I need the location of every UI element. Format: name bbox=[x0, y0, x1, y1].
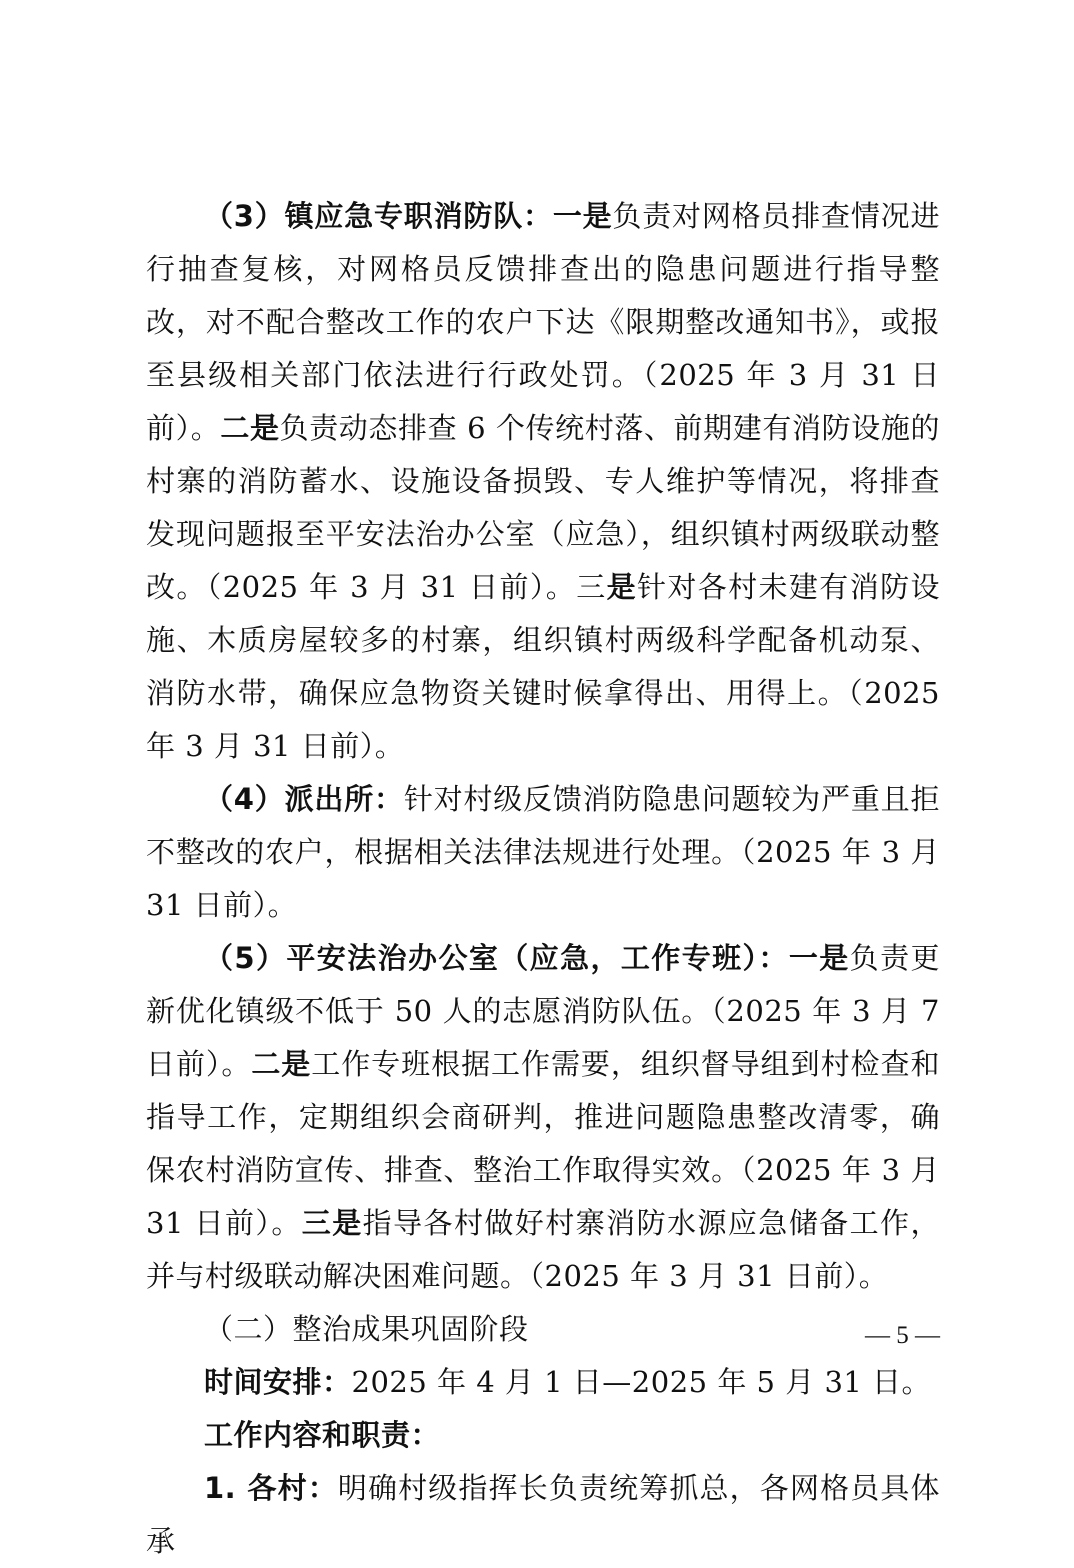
bold-text: （3）镇应急专职消防队： bbox=[204, 199, 553, 233]
body-text: 负责对网格员排查情况进行抽查复核，对网格员反馈排查出的隐患问题进行指导整改，对不配合整改工作的农户下达《限期整改通知书》，或报至县级相关部门依法进行行政处罚。（2025 年 3 月 31 日前）。 bbox=[146, 199, 940, 445]
bold-text: 一是 bbox=[552, 199, 613, 233]
document-body bbox=[146, 190, 940, 1568]
bold-text: 1. 各村： bbox=[204, 1471, 338, 1505]
paragraph bbox=[146, 932, 940, 1303]
paragraph bbox=[146, 1356, 940, 1409]
bold-text: （4）派出所： bbox=[204, 782, 404, 816]
bold-text: 二是 bbox=[251, 1047, 312, 1081]
body-text: 2025 年 4 月 1 日—2025 年 5 月 31 日。 bbox=[351, 1365, 932, 1399]
paragraph bbox=[146, 1462, 940, 1568]
body-text: 针对各村未建有消防设施、木质房屋较多的村寨，组织镇村两级科学配备机动泵、消防水带，确保应急物资关键时候拿得出、用得上。（2025 年 3 月 31 日前）。 bbox=[146, 570, 940, 763]
body-text: 负责更新优化镇级不低于 50 人的志愿消防队伍。（2025 年 3 月 7 日前）。 bbox=[146, 941, 940, 1081]
page-number: — 5 — bbox=[865, 1322, 940, 1349]
bold-text: 时间安排： bbox=[204, 1365, 352, 1399]
body-text: （二）整治成果巩固阶段 bbox=[204, 1312, 529, 1346]
bold-text: 三是 bbox=[301, 1206, 363, 1240]
bold-text: 一是 bbox=[788, 941, 850, 975]
body-text: 明确村级指挥长负责统筹抓总，各网格员具体承 bbox=[146, 1471, 940, 1558]
body-text: 工作专班根据工作需要，组织督导组到村检查和指导工作，定期组织会商研判，推进问题隐患整改清零，确保农村消防宣传、排查、整治工作取得实效。（2025 年 3 月 31 日前）。 bbox=[146, 1047, 940, 1240]
bold-text: 二是 bbox=[220, 411, 280, 445]
body-text: 负责动态排查 6 个传统村落、前期建有消防设施的村寨的消防蓄水、设施设备损毁、专人维护等情况，将排查发现问题报至平安法治办公室（应急），组织镇村两级联动整改。（2025 年 3 月 31 日前）。三 bbox=[146, 411, 940, 604]
bold-text: 是 bbox=[606, 570, 637, 604]
paragraph bbox=[146, 190, 940, 773]
paragraph bbox=[146, 1409, 940, 1462]
body-text: 指导各村做好村寨消防水源应急储备工作，并与村级联动解决困难问题。（2025 年 3 月 31 日前）。 bbox=[146, 1206, 940, 1293]
body-text: 针对村级反馈消防隐患问题较为严重且拒不整改的农户，根据相关法律法规进行处理。（2025 年 3 月 31 日前）。 bbox=[146, 782, 940, 922]
paragraph bbox=[146, 773, 940, 932]
bold-text: （5）平安法治办公室（应急，工作专班）： bbox=[204, 941, 789, 975]
bold-text: 工作内容和职责： bbox=[204, 1418, 441, 1452]
paragraph bbox=[146, 1303, 940, 1356]
